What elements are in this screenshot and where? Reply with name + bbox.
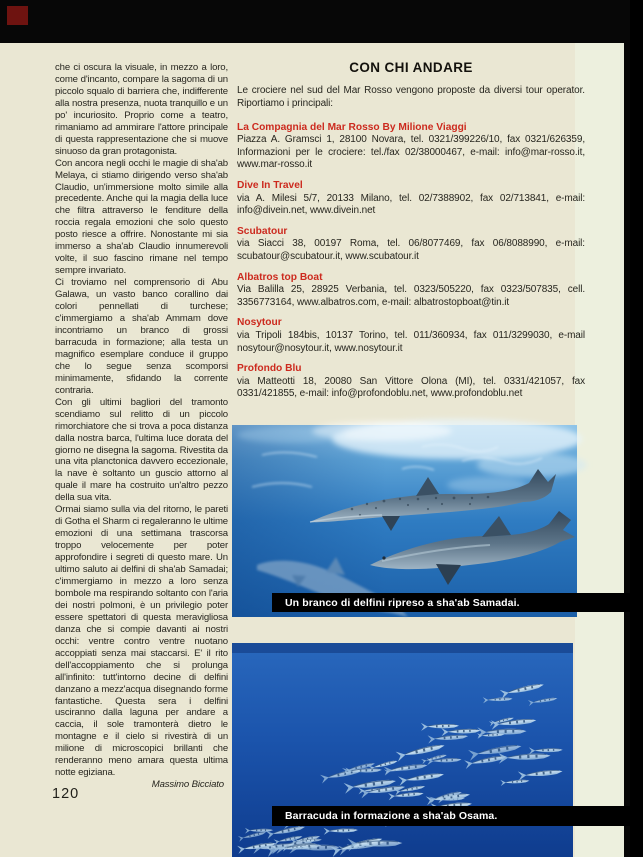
operator-entry bbox=[237, 317, 585, 355]
operator-details: via A. Milesi 5/7, 20133 Milano, tel. 02/7388902, fax 02/713841, e-mail: info@divein.net, www.divein.net bbox=[237, 192, 585, 217]
operator-details: via Matteotti 18, 20080 San Vittore Olona (MI), tel. 0331/421057, fax 0331/421855, e-mail: info@profondoblu.net, www.profondoblu.net bbox=[237, 375, 585, 400]
dolphin-photo bbox=[232, 425, 577, 617]
article-paragraph: che ci oscura la visuale, in mezzo a loro, come d'incanto, compare la sagoma di un piccolo squalo di barriera che, indifferente alla nostra presenza, nuota tranquillo e un po' incuriosito. Proprio come a teatro, rimaniamo ad ammirare l'attore principale di questa rappresentazione che si muove sinuoso da gran protagonista. bbox=[55, 62, 228, 157]
article-paragraph: Ormai siamo sulla via del ritorno, le pareti di Gotha el Sharm ci regaleranno le ultime emozioni di una settimana trascorsa troppo velocemente per poter approfondire i segreti di questo mare. Un ultimo saluto ai delfini di sha'ab Samadai; c'immergiamo in mezzo a loro senza bombole ma respirando soltanto con l'aria dei nostri polmoni, è un privilegio poter essere spettatori di questa meravigliosa danza che si compie davanti ai nostri occhi: ventre contro ventre nuotano accoppiati senza mai staccarsi. E' il rito dell'accoppiamento che si prolunga all'infinito: tutt'intorno decine di delfini danzano a mezz'acqua disegnando forme fantastiche. Questa sera i delfini usciranno dalla laguna per andare a caccia, il sole tramonterà dietro le montagne e il cielo si rivestirà di un milione di microscopici brillanti che renderanno meno amara questa ultima notte egiziana. bbox=[55, 504, 228, 779]
operator-name: Scubatour bbox=[237, 225, 288, 237]
operator-entry bbox=[237, 122, 585, 172]
operator-entry bbox=[237, 180, 585, 218]
article-column bbox=[55, 62, 228, 791]
operator-name: Albatros top Boat bbox=[237, 271, 323, 283]
operator-details: Piazza A. Gramsci 1, 28100 Novara, tel. 0321/399226/10, fax 0321/626359, Informazioni per le crociere: tel./fax 02/38000467, e-mail: info@mar-rosso.it, www.mar-rosso.it bbox=[237, 134, 585, 171]
operator-name: La Compagnia del Mar Rosso By Milione Viaggi bbox=[237, 121, 467, 133]
operator-name: Profondo Blu bbox=[237, 363, 302, 375]
operator-name: Dive In Travel bbox=[237, 179, 303, 191]
operator-entry bbox=[237, 226, 585, 264]
article-author: Massimo Bicciato bbox=[151, 779, 224, 791]
article-paragraph: Con gli ultimi bagliori del tramonto scendiamo sul relitto di un piccolo rimorchiatore che si trova a poca distanza dalla nostra barca, l'ultima luce dorata del giorno ne disegna la sagoma. Rivestita da una vita planctonica davvero eccezionale, la nave è soltanto un guscio attorno al quale il mare ha costruito un'altro pezzo della sua vita. bbox=[55, 396, 228, 504]
operator-details: via Siacci 38, 00197 Roma, tel. 06/8077469, fax 06/8088990, e-mail: scubatour@scubatour.it, www.scubatour.it bbox=[237, 238, 585, 262]
operator-details: Via Balilla 25, 28925 Verbania, tel. 0323/505220, fax 0323/507835, cell. 3356773164, www.albatros.com, e-mail: albatrostopboat@tin.it bbox=[237, 284, 585, 308]
operator-details: via Tripoli 184bis, 10137 Torino, tel. 011/360934, fax 011/3299030, e-mail nosytour@nosytour.it, www.nosytour.it bbox=[237, 329, 585, 354]
photo-caption-dolphins: Un branco di delfini ripreso a sha'ab Samadai. bbox=[272, 593, 643, 612]
tour-operators-box bbox=[237, 60, 585, 409]
photo-caption-barracuda: Barracuda in formazione a sha'ab Osama. bbox=[272, 806, 643, 826]
operator-name: Nosytour bbox=[237, 317, 282, 329]
page-number: 120 bbox=[52, 786, 80, 802]
article-paragraph: Ci troviamo nel comprensorio di Abu Galawa, un vasto banco corallino dai colori pennellati di turchese; c'immergiamo a sha'ab Ammam dove incontriamo un branco di grossi barracuda in formazione; alla testa un magnifico esemplare conduce il gruppo che lo segue senza scomporsi minimamente, sfidando la corrente contraria. bbox=[55, 277, 228, 396]
operator-entry bbox=[237, 272, 585, 310]
sidebar-title: CON CHI ANDARE bbox=[349, 60, 473, 75]
article-paragraph: Con ancora negli occhi le magie di sha'ab Melaya, ci stiamo dirigendo verso sha'ab Claudio, un'immersione molto simile alla precedente. Anche qui la magia della luce che filtra attraverso le fenditure della roccia regala emozioni che solo questo posto riesce a offrire. Nonostante mi sia immerso a sha'ab Claudio innumerevoli volte, il suo fascino rimane nel tempo sempre invariato. bbox=[55, 157, 228, 277]
sidebar-intro: Le crociere nel sud del Mar Rosso vengono proposte da diversi tour operator. Riportiamo i principali: bbox=[237, 85, 585, 109]
operator-entry bbox=[237, 363, 585, 401]
corner-red-tab bbox=[7, 6, 28, 25]
